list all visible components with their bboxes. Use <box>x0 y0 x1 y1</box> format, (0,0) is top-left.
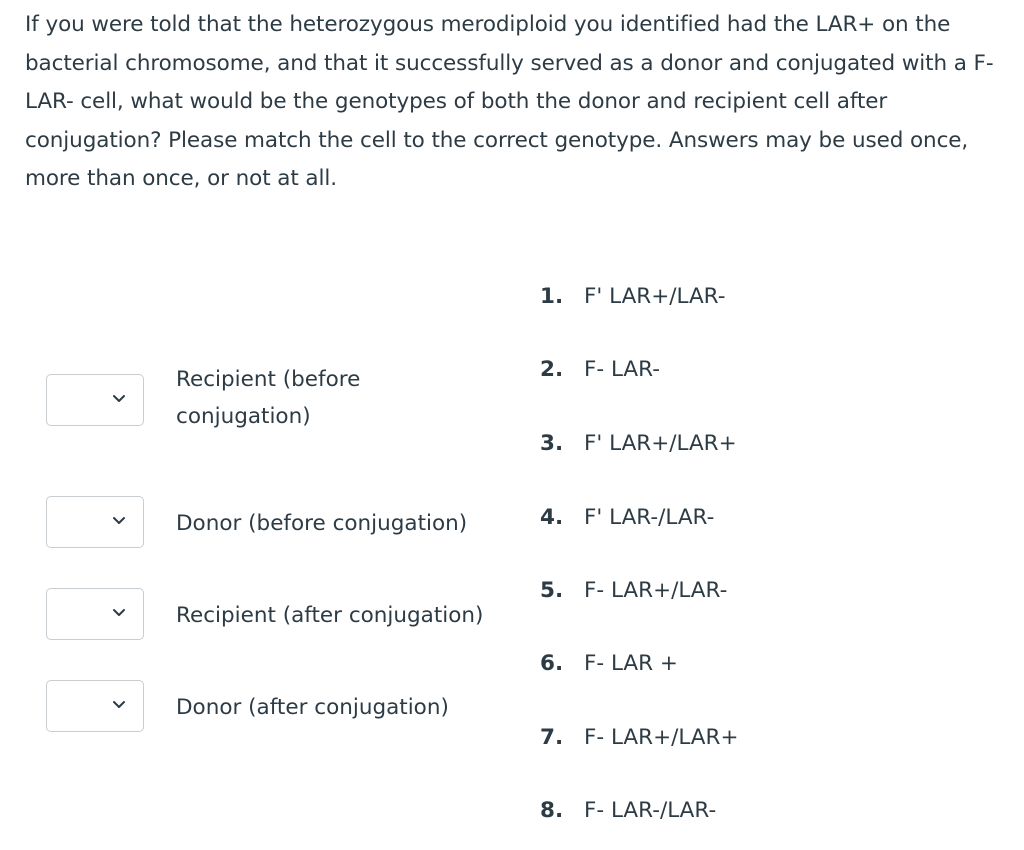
answer-text: F- LAR+/LAR- <box>584 578 728 603</box>
answer-select-recipient-after[interactable] <box>46 588 144 640</box>
prompt-donor-after: Donor (after conjugation) <box>176 695 449 720</box>
question-text: If you were told that the heterozygous merodiploid you identified had the LAR+ on the bacterial chromosome, and that it successfully served as a donor and conjugated with a F- LAR- cell, what would be the genotypes of both the donor and recipient cell after conjugation? Please match the cell to the correct genotype. Answers may be used once, more than once, or not at all. <box>25 12 994 191</box>
answer-text: F- LAR+/LAR+ <box>584 725 739 750</box>
answer-text: F- LAR- <box>584 357 660 382</box>
answer-text: F' LAR-/LAR- <box>584 505 715 530</box>
answer-number: 5. <box>540 578 564 603</box>
answer-text: F' LAR+/LAR- <box>584 284 726 309</box>
prompt-recipient-after: Recipient (after conjugation) <box>176 603 484 628</box>
answer-option-6 <box>540 649 678 679</box>
answer-number: 8. <box>540 798 564 823</box>
prompt-donor-before: Donor (before conjugation) <box>176 511 468 536</box>
prompt-label-line: Recipient (before <box>176 367 361 392</box>
chevron-down-icon <box>109 603 129 623</box>
answer-option-8 <box>540 796 716 826</box>
chevron-down-icon <box>109 695 129 715</box>
answer-option-5 <box>540 576 727 606</box>
answer-number: 6. <box>540 651 564 676</box>
answer-number: 4. <box>540 505 564 530</box>
answer-text: F- LAR-/LAR- <box>584 798 717 823</box>
prompt-label-line: conjugation) <box>176 404 311 429</box>
answer-option-7 <box>540 723 738 753</box>
answer-number: 7. <box>540 725 564 750</box>
answer-number: 2. <box>540 357 564 382</box>
answer-text: F' LAR+/LAR+ <box>584 431 737 456</box>
answer-option-2 <box>540 355 660 385</box>
answer-number: 3. <box>540 431 564 456</box>
answer-number: 1. <box>540 284 564 309</box>
answer-select-donor-after[interactable] <box>46 680 144 732</box>
answer-option-4 <box>540 503 714 533</box>
chevron-down-icon <box>109 511 129 531</box>
answer-select-donor-before[interactable] <box>46 496 144 548</box>
chevron-down-icon <box>109 389 129 409</box>
answer-option-1 <box>540 282 726 312</box>
prompt-recipient-before <box>176 361 360 435</box>
answer-text: F- LAR + <box>584 651 678 676</box>
answer-select-recipient-before[interactable] <box>46 374 144 426</box>
answer-option-3 <box>540 429 737 459</box>
